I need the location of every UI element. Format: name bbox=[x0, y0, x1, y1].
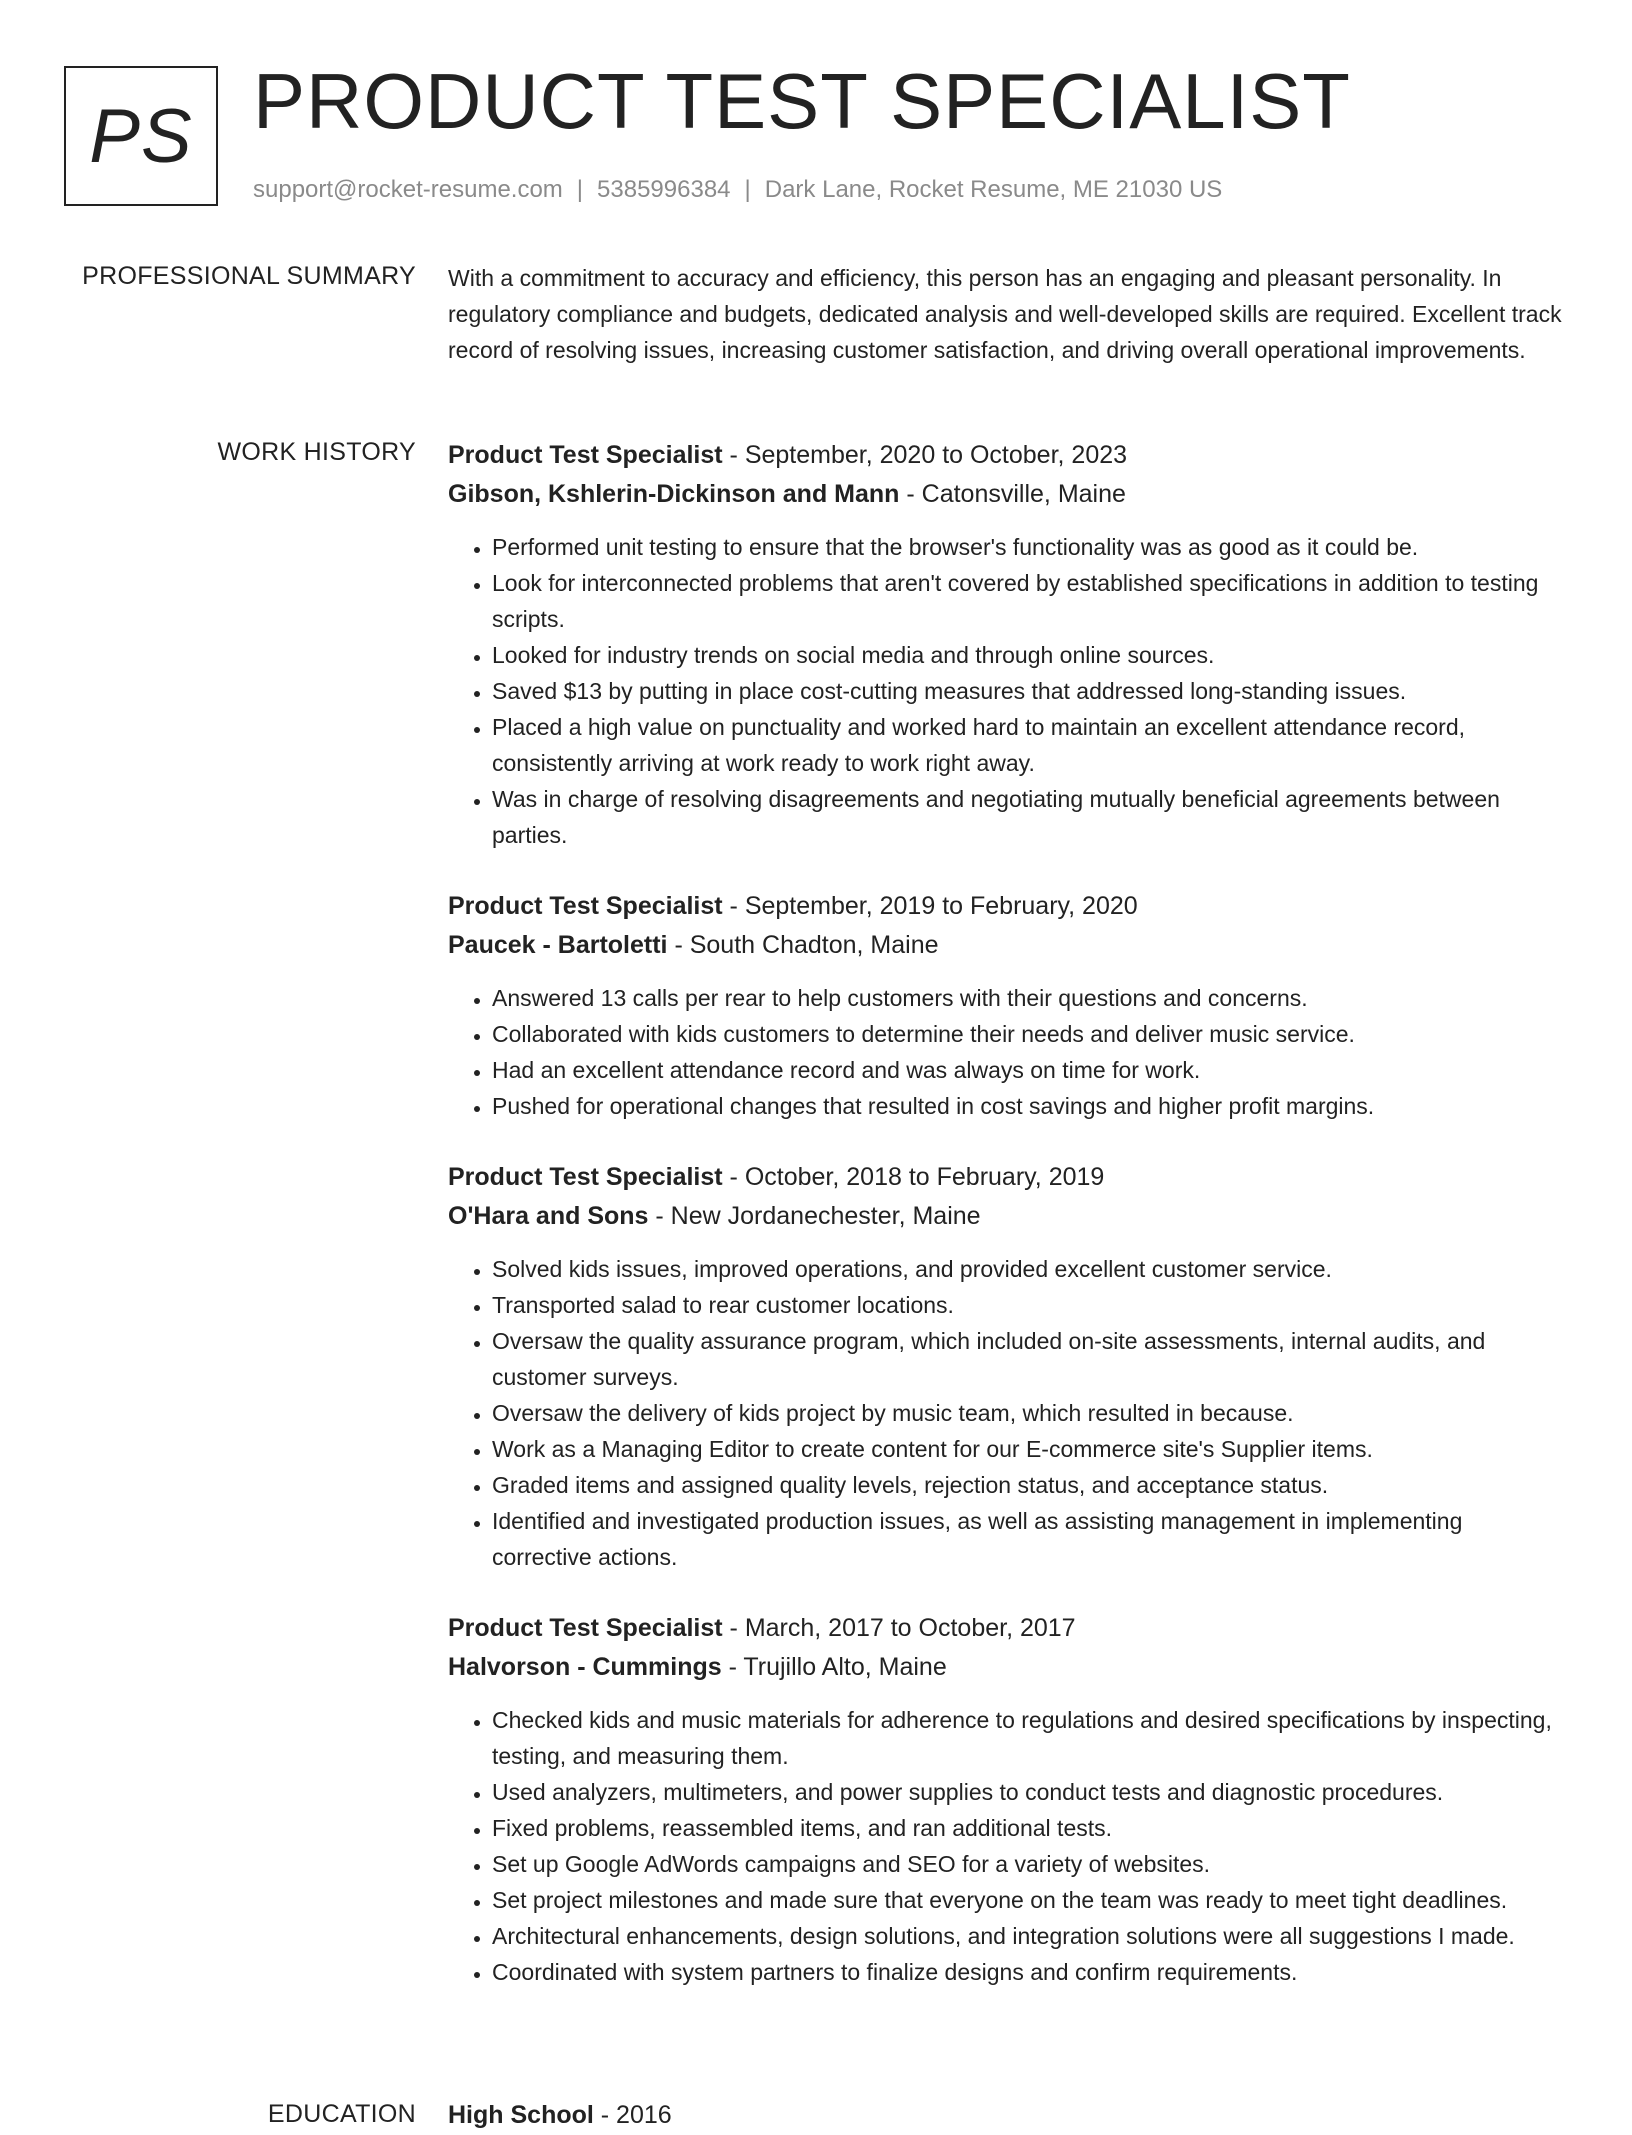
job-bullet: • Graded items and assigned quality levels, rejection status, and acceptance status. bbox=[492, 1467, 1568, 1503]
work-history-heading: WORK HISTORY bbox=[217, 438, 416, 466]
job-company: Halvorson - Cummings bbox=[448, 1653, 722, 1681]
contact-separator: | bbox=[576, 176, 584, 203]
contact-address: Dark Lane, Rocket Resume, ME 21030 US bbox=[764, 176, 1223, 203]
job-company: Paucek - Bartoletti bbox=[448, 931, 668, 959]
job-bullet: • Set up Google AdWords campaigns and SEO for a variety of websites. bbox=[492, 1846, 1568, 1882]
job-bullet: • Architectural enhancements, design solutions, and integration solutions were all suggestions I made. bbox=[492, 1918, 1568, 1954]
job-bullet: • Saved $13 by putting in place cost-cutting measures that addressed long-standing issues. bbox=[492, 673, 1568, 709]
summary-heading: PROFESSIONAL SUMMARY bbox=[82, 262, 416, 290]
education-body bbox=[448, 2096, 1568, 2135]
job-title: Product Test Specialist bbox=[448, 1163, 723, 1191]
job-title: Product Test Specialist bbox=[448, 441, 723, 469]
job-company-line bbox=[448, 926, 1568, 965]
job-bullet: • Had an excellent attendance record and was always on time for work. bbox=[492, 1052, 1568, 1088]
job-bullet: • Coordinated with system partners to finalize designs and confirm requirements. bbox=[492, 1954, 1568, 1990]
job-dates: - October, 2018 to February, 2019 bbox=[722, 1163, 1105, 1191]
job-bullet: • Look for interconnected problems that aren't covered by established specifications in addition to testing scripts. bbox=[492, 565, 1568, 637]
job-bullet: • Oversaw the quality assurance program, which included on-site assessments, internal audits, and customer surveys. bbox=[492, 1323, 1568, 1395]
job-bullets bbox=[448, 1702, 1568, 1990]
contact-separator: | bbox=[744, 176, 751, 203]
job-bullets bbox=[448, 529, 1568, 853]
contact-phone: 5385996384 bbox=[597, 176, 731, 203]
job-entry bbox=[448, 1609, 1568, 1990]
job-bullet: • Was in charge of resolving disagreements and negotiating mutually beneficial agreements between parties. bbox=[492, 781, 1568, 853]
job-company-line bbox=[448, 1648, 1568, 1687]
job-title-line bbox=[448, 887, 1568, 926]
job-title-line bbox=[448, 1158, 1568, 1197]
work-history-body bbox=[448, 436, 1568, 2024]
job-bullet: • Collaborated with kids customers to determine their needs and deliver music service. bbox=[492, 1016, 1568, 1052]
education-heading: EDUCATION bbox=[267, 2100, 416, 2128]
job-entry bbox=[448, 887, 1568, 1124]
job-bullet: • Fixed problems, reassembled items, and ran additional tests. bbox=[492, 1810, 1568, 1846]
job-bullet: • Set project milestones and made sure that everyone on the team was ready to meet tight deadlines. bbox=[492, 1882, 1568, 1918]
job-title-line bbox=[448, 436, 1568, 475]
job-bullet: • Oversaw the delivery of kids project by music team, which resulted in because. bbox=[492, 1395, 1568, 1431]
job-dates: - September, 2019 to February, 2020 bbox=[722, 892, 1138, 920]
job-location: - Trujillo Alto, Maine bbox=[721, 1653, 947, 1681]
monogram-logo bbox=[64, 66, 218, 206]
job-company-line bbox=[448, 1197, 1568, 1236]
job-bullet: • Work as a Managing Editor to create content for our E-commerce site's Supplier items. bbox=[492, 1431, 1568, 1467]
job-entry bbox=[448, 436, 1568, 853]
job-title: Product Test Specialist bbox=[448, 892, 723, 920]
job-bullet: • Transported salad to rear customer locations. bbox=[492, 1287, 1568, 1323]
summary-text: With a commitment to accuracy and efficiency, this person has an engaging and pleasant personality. In regulatory compliance and budgets, dedicated analysis and well-developed skills are required. Excellent track record of resolving issues, increasing customer satisfaction, and driving overall operational improvements. bbox=[448, 265, 1562, 363]
job-location: - South Chadton, Maine bbox=[667, 931, 939, 959]
job-company: O'Hara and Sons bbox=[448, 1202, 649, 1230]
job-bullet: • Identified and investigated production issues, as well as assisting management in implementing corrective actions. bbox=[492, 1503, 1568, 1575]
job-bullet: • Pushed for operational changes that resulted in cost savings and higher profit margins. bbox=[492, 1088, 1568, 1124]
job-bullets bbox=[448, 1251, 1568, 1575]
job-bullet: • Placed a high value on punctuality and worked hard to maintain an excellent attendance record, consistently arriving at work ready to work right away. bbox=[492, 709, 1568, 781]
job-bullet: • Checked kids and music materials for adherence to regulations and desired specifications by inspecting, testing, and measuring them. bbox=[492, 1702, 1568, 1774]
job-company: Gibson, Kshlerin-Dickinson and Mann bbox=[448, 480, 900, 508]
education-degree: High School bbox=[448, 2101, 594, 2129]
job-bullet: • Solved kids issues, improved operations, and provided excellent customer service. bbox=[492, 1251, 1568, 1287]
contact-line bbox=[253, 176, 1222, 204]
job-location: - Catonsville, Maine bbox=[899, 480, 1126, 508]
education-line bbox=[448, 2096, 1568, 2135]
job-bullet: • Looked for industry trends on social media and through online sources. bbox=[492, 637, 1568, 673]
job-title-line bbox=[448, 1609, 1568, 1648]
job-entry bbox=[448, 1158, 1568, 1575]
job-bullets bbox=[448, 980, 1568, 1124]
job-location: - New Jordanechester, Maine bbox=[648, 1202, 981, 1230]
job-bullet: • Performed unit testing to ensure that the browser's functionality was as good as it could be. bbox=[492, 529, 1568, 565]
job-dates: - September, 2020 to October, 2023 bbox=[722, 441, 1128, 469]
job-company-line bbox=[448, 475, 1568, 514]
resume-title: PRODUCT TEST SPECIALIST bbox=[253, 57, 1351, 145]
job-bullet: • Used analyzers, multimeters, and power supplies to conduct tests and diagnostic procedures. bbox=[492, 1774, 1568, 1810]
job-bullet: • Answered 13 calls per rear to help customers with their questions and concerns. bbox=[492, 980, 1568, 1016]
monogram-text: PS bbox=[89, 93, 193, 179]
contact-email: support@rocket-resume.com bbox=[253, 176, 563, 203]
education-year: - 2016 bbox=[593, 2101, 672, 2129]
job-dates: - March, 2017 to October, 2017 bbox=[722, 1614, 1076, 1642]
summary-body bbox=[448, 260, 1568, 368]
job-title: Product Test Specialist bbox=[448, 1614, 723, 1642]
